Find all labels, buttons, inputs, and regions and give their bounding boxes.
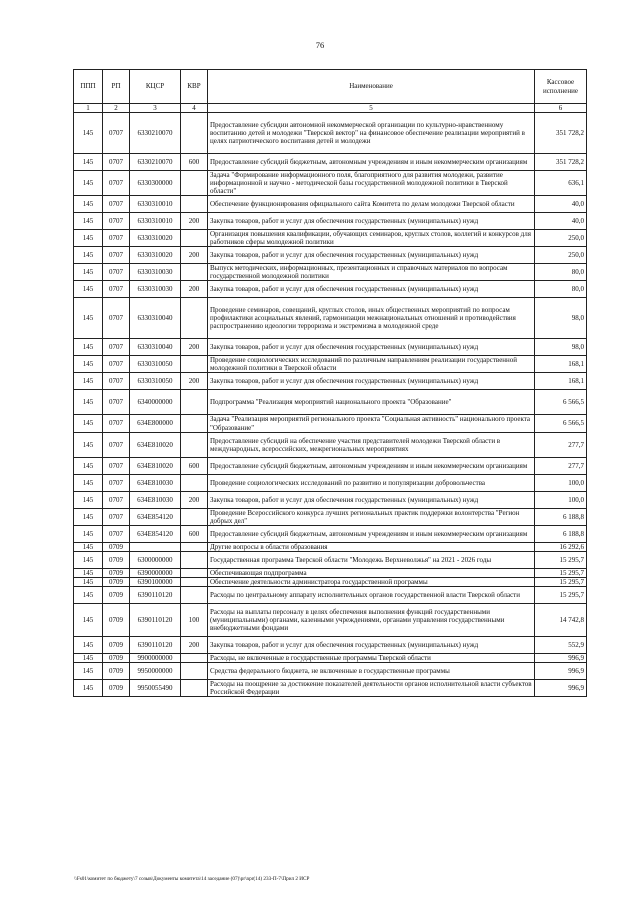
cell-kcsr: 634E810020 [130,432,181,457]
cell-kvr: 600 [181,457,208,474]
table-row [74,196,587,213]
cell-kvr [181,508,208,525]
header-ppp: ППП [74,70,103,104]
cell-rp: 0707 [103,154,130,171]
table-row [74,230,587,247]
table-row [74,113,587,154]
cell-kvr [181,415,208,432]
cell-kcsr: 6300000000 [130,551,181,568]
cell-rp: 0707 [103,281,130,298]
cell-amount: 6 188,8 [535,525,587,542]
cell-ppp: 145 [74,298,103,339]
cell-name: Организация повышения квалификации, обучающих семинаров, круглых столов, коллегий и конкурсов для работников сферы молодежной политики [208,230,535,247]
cell-ppp: 145 [74,603,103,636]
cell-name: Средства федерального бюджета, не включенные в государственные программы [208,662,535,679]
cell-kvr: 600 [181,154,208,171]
cell-kcsr: 6330210070 [130,113,181,154]
cell-kvr: 600 [181,525,208,542]
cell-amount: 98,0 [535,339,587,356]
cell-rp: 0707 [103,356,130,373]
table-row [74,679,587,696]
table-row [74,356,587,373]
cell-kvr [181,577,208,586]
cell-amount: 996,9 [535,679,587,696]
cell-amount: 6 566,5 [535,390,587,415]
cell-amount: 14 742,8 [535,603,587,636]
cell-ppp: 145 [74,457,103,474]
cell-rp: 0707 [103,457,130,474]
table-row [74,551,587,568]
cell-ppp: 145 [74,525,103,542]
cell-kcsr: 6330310030 [130,264,181,281]
table-row [74,577,587,586]
cell-kvr: 100 [181,603,208,636]
cell-name: Проведение Всероссийского конкурса лучших региональных практик поддержки волонтерства "Регион добрых дел" [208,508,535,525]
cell-ppp: 145 [74,551,103,568]
table-row [74,653,587,662]
cell-kcsr: 6390100000 [130,577,181,586]
cell-kvr: 200 [181,373,208,390]
cell-amount: 100,0 [535,474,587,491]
cell-amount: 100,0 [535,491,587,508]
cell-kcsr: 6330310010 [130,196,181,213]
cell-name: Расходы по центральному аппарату исполнительных органов государственной власти Тверской области [208,586,535,603]
cell-ppp: 145 [74,653,103,662]
cell-amount: 15 295,7 [535,586,587,603]
table-row [74,298,587,339]
cell-kvr [181,586,208,603]
cell-kvr [181,298,208,339]
cell-name: Обеспечение функционирования официального сайта Комитета по делам молодежи Тверской области [208,196,535,213]
cell-name: Обеспечивающая подпрограмма [208,568,535,577]
cell-ppp: 145 [74,679,103,696]
cell-kcsr: 6390000000 [130,568,181,577]
cell-name: Предоставление субсидий бюджетным, автономным учреждениям и иным некоммерческим организациям [208,154,535,171]
cell-name: Закупка товаров, работ и услуг для обеспечения государственных (муниципальных) нужд [208,281,535,298]
cell-kvr: 200 [181,491,208,508]
cell-ppp: 145 [74,586,103,603]
table-row [74,662,587,679]
budget-table [73,69,587,697]
table-row [74,508,587,525]
header-name: Наименование [208,70,535,104]
cell-kvr [181,551,208,568]
cell-name: Закупка товаров, работ и услуг для обеспечения государственных (муниципальных) нужд [208,247,535,264]
cell-ppp: 145 [74,154,103,171]
cell-amount: 636,1 [535,171,587,196]
column-number: 2 [103,104,130,113]
cell-amount: 277,7 [535,457,587,474]
cell-ppp: 145 [74,636,103,653]
cell-ppp: 145 [74,247,103,264]
cell-rp: 0709 [103,577,130,586]
cell-amount: 250,0 [535,230,587,247]
cell-amount: 15 295,7 [535,551,587,568]
cell-ppp: 145 [74,432,103,457]
cell-rp: 0709 [103,551,130,568]
cell-ppp: 145 [74,356,103,373]
cell-rp: 0709 [103,662,130,679]
cell-ppp: 145 [74,264,103,281]
cell-rp: 0707 [103,491,130,508]
cell-ppp: 145 [74,196,103,213]
cell-kcsr: 6330310030 [130,281,181,298]
cell-rp: 0707 [103,339,130,356]
cell-ppp: 145 [74,213,103,230]
cell-ppp: 145 [74,542,103,551]
column-number: 1 [74,104,103,113]
cell-ppp: 145 [74,474,103,491]
table-row [74,491,587,508]
table-row [74,281,587,298]
table-row [74,415,587,432]
table-row [74,339,587,356]
cell-kvr: 200 [181,339,208,356]
cell-kcsr: 6330310050 [130,373,181,390]
cell-rp: 0707 [103,373,130,390]
table-row [74,154,587,171]
cell-name: Расходы на поощрение за достижение показателей деятельности органов исполнительной власти субъектов Российской Федерации [208,679,535,696]
table-row [74,390,587,415]
cell-rp: 0707 [103,432,130,457]
cell-amount: 15 295,7 [535,577,587,586]
table-row [74,213,587,230]
table-row [74,636,587,653]
cell-kvr [181,113,208,154]
cell-amount: 16 292,6 [535,542,587,551]
cell-kcsr: 9900000000 [130,653,181,662]
cell-kvr [181,390,208,415]
cell-kcsr: 634E810020 [130,457,181,474]
cell-ppp: 145 [74,113,103,154]
header-kvr: КВР [181,70,208,104]
cell-kvr: 200 [181,247,208,264]
cell-kcsr: 9950000000 [130,662,181,679]
cell-name: Задача "Формирование информационного поля, благоприятного для развития молодежи, развитие информационной и научно - методической базы государственной молодежной политики в Тверской области" [208,171,535,196]
cell-kvr [181,356,208,373]
table-row [74,474,587,491]
cell-kcsr: 6390110120 [130,603,181,636]
cell-amount: 40,0 [535,196,587,213]
cell-rp: 0709 [103,679,130,696]
cell-ppp: 145 [74,230,103,247]
cell-amount: 168,1 [535,373,587,390]
header-kcsr: КЦСР [130,70,181,104]
cell-rp: 0707 [103,390,130,415]
cell-rp: 0709 [103,542,130,551]
cell-ppp: 145 [74,568,103,577]
table-row [74,586,587,603]
cell-kvr [181,542,208,551]
cell-ppp: 145 [74,390,103,415]
cell-kcsr: 6330310040 [130,339,181,356]
column-number-row [74,104,587,113]
column-number: 5 [208,104,535,113]
table-row [74,603,587,636]
cell-ppp: 145 [74,662,103,679]
cell-amount: 80,0 [535,264,587,281]
file-path-footer: \\Fs01\комитет по бюджету\7 созыв\Документы комитета\14 заседание (07)\pr\npr(14) 233-П-7\Прил 2 ИСР [74,876,310,882]
cell-kcsr: 634E854120 [130,508,181,525]
cell-kvr: 200 [181,636,208,653]
cell-kcsr: 6330310050 [130,356,181,373]
table-row [74,542,587,551]
cell-rp: 0707 [103,196,130,213]
cell-kvr [181,653,208,662]
cell-kcsr: 6330310020 [130,247,181,264]
cell-rp: 0707 [103,415,130,432]
cell-kcsr: 9950055490 [130,679,181,696]
table-header-row [74,70,587,104]
cell-name: Предоставление субсидий бюджетным, автономным учреждениям и иным некоммерческим организациям [208,457,535,474]
cell-rp: 0707 [103,113,130,154]
cell-name: Обеспечение деятельности администратора государственной программы [208,577,535,586]
cell-name: Подпрограмма "Реализация мероприятий национального проекта "Образование" [208,390,535,415]
cell-kcsr: 6390110120 [130,636,181,653]
cell-kvr: 200 [181,213,208,230]
cell-kcsr: 6330310040 [130,298,181,339]
cell-name: Закупка товаров, работ и услуг для обеспечения государственных (муниципальных) нужд [208,213,535,230]
cell-name: Расходы на выплаты персоналу в целях обеспечения выполнения функций государственными (муниципальными) органами, казенными учреждениями, органами управления государственными внебюджетными фондами [208,603,535,636]
cell-name: Государственная программа Тверской области "Молодежь Верхневолжья" на 2021 - 2026 годы [208,551,535,568]
cell-kvr [181,264,208,281]
cell-rp: 0709 [103,568,130,577]
table-row [74,264,587,281]
cell-kcsr: 6340000000 [130,390,181,415]
cell-kvr [181,196,208,213]
cell-name: Закупка товаров, работ и услуг для обеспечения государственных (муниципальных) нужд [208,339,535,356]
cell-rp: 0707 [103,247,130,264]
cell-name: Предоставление субсидий бюджетным, автономным учреждениям и иным некоммерческим организациям [208,525,535,542]
table-row [74,457,587,474]
cell-ppp: 145 [74,508,103,525]
cell-name: Проведение семинаров, совещаний, круглых столов, иных общественных мероприятий по вопросам профилактики асоциальных явлений, гармонизации межнациональных отношений и противодействия распространению идеологии терроризма и экстремизма в молодежной среде [208,298,535,339]
header-amount: Кассовое исполнение [535,70,587,104]
cell-rp: 0707 [103,230,130,247]
cell-name: Проведение социологических исследований по развитию и популяризации добровольчества [208,474,535,491]
cell-kcsr: 6330210070 [130,154,181,171]
cell-rp: 0707 [103,213,130,230]
cell-name: Предоставление субсидии автономной некоммерческой организации по культурно-нравственному воспитанию детей и молодежи "Тверской вектор" на финансовое обеспечение реализации мероприятий в целях патриотического воспитания детей и молодежи [208,113,535,154]
cell-kvr [181,230,208,247]
cell-ppp: 145 [74,339,103,356]
cell-amount: 277,7 [535,432,587,457]
cell-amount: 996,9 [535,662,587,679]
cell-rp: 0707 [103,474,130,491]
cell-amount: 80,0 [535,281,587,298]
cell-name: Выпуск методических, информационных, презентационных и справочных материалов по вопросам государственной молодежной политики [208,264,535,281]
cell-name: Предоставление субсидий на обеспечение участия представителей молодежи Тверской области в международных, всероссийских, межрегиональных мероприятиях [208,432,535,457]
column-number: 4 [181,104,208,113]
cell-rp: 0707 [103,171,130,196]
cell-kcsr: 6330310010 [130,213,181,230]
cell-rp: 0709 [103,653,130,662]
cell-name: Проведение социологических исследований по различным направлениям реализации государственной молодежной политики в Тверской области [208,356,535,373]
cell-amount: 15 295,7 [535,568,587,577]
cell-amount: 552,9 [535,636,587,653]
cell-kcsr: 634E810030 [130,491,181,508]
cell-kvr [181,662,208,679]
cell-kvr: 200 [181,281,208,298]
column-number: 6 [535,104,587,113]
cell-rp: 0707 [103,525,130,542]
cell-kcsr: 634E854120 [130,525,181,542]
cell-ppp: 145 [74,171,103,196]
cell-ppp: 145 [74,491,103,508]
cell-name: Закупка товаров, работ и услуг для обеспечения государственных (муниципальных) нужд [208,636,535,653]
cell-amount: 996,9 [535,653,587,662]
cell-rp: 0709 [103,603,130,636]
cell-amount: 98,0 [535,298,587,339]
cell-kcsr: 6330310020 [130,230,181,247]
cell-ppp: 145 [74,281,103,298]
cell-kcsr: 6330300000 [130,171,181,196]
column-number: 3 [130,104,181,113]
table-body [74,113,587,697]
cell-kcsr [130,542,181,551]
cell-amount: 40,0 [535,213,587,230]
cell-amount: 351 728,2 [535,154,587,171]
cell-kvr [181,171,208,196]
cell-kcsr: 6390110120 [130,586,181,603]
cell-ppp: 145 [74,577,103,586]
cell-kvr [181,474,208,491]
cell-ppp: 145 [74,415,103,432]
cell-amount: 6 566,5 [535,415,587,432]
cell-rp: 0709 [103,636,130,653]
cell-name: Закупка товаров, работ и услуг для обеспечения государственных (муниципальных) нужд [208,491,535,508]
table-row [74,247,587,264]
cell-rp: 0709 [103,586,130,603]
cell-amount: 250,0 [535,247,587,264]
cell-amount: 6 188,8 [535,508,587,525]
table-row [74,171,587,196]
cell-name: Другие вопросы в области образования [208,542,535,551]
cell-amount: 168,1 [535,356,587,373]
table-row [74,432,587,457]
cell-kvr [181,432,208,457]
cell-name: Задача "Реализация мероприятий регионального проекта "Социальная активность" национального проекта "Образование" [208,415,535,432]
cell-rp: 0707 [103,264,130,281]
table-row [74,568,587,577]
cell-kcsr: 634E810030 [130,474,181,491]
cell-rp: 0707 [103,508,130,525]
cell-kcsr: 634E800000 [130,415,181,432]
cell-kvr [181,568,208,577]
page-number: 76 [315,40,325,50]
header-rp: РП [103,70,130,104]
cell-name: Расходы, не включенные в государственные программы Тверской области [208,653,535,662]
cell-amount: 351 728,2 [535,113,587,154]
table-row [74,373,587,390]
cell-kvr [181,679,208,696]
cell-rp: 0707 [103,298,130,339]
cell-ppp: 145 [74,373,103,390]
table-row [74,525,587,542]
cell-name: Закупка товаров, работ и услуг для обеспечения государственных (муниципальных) нужд [208,373,535,390]
